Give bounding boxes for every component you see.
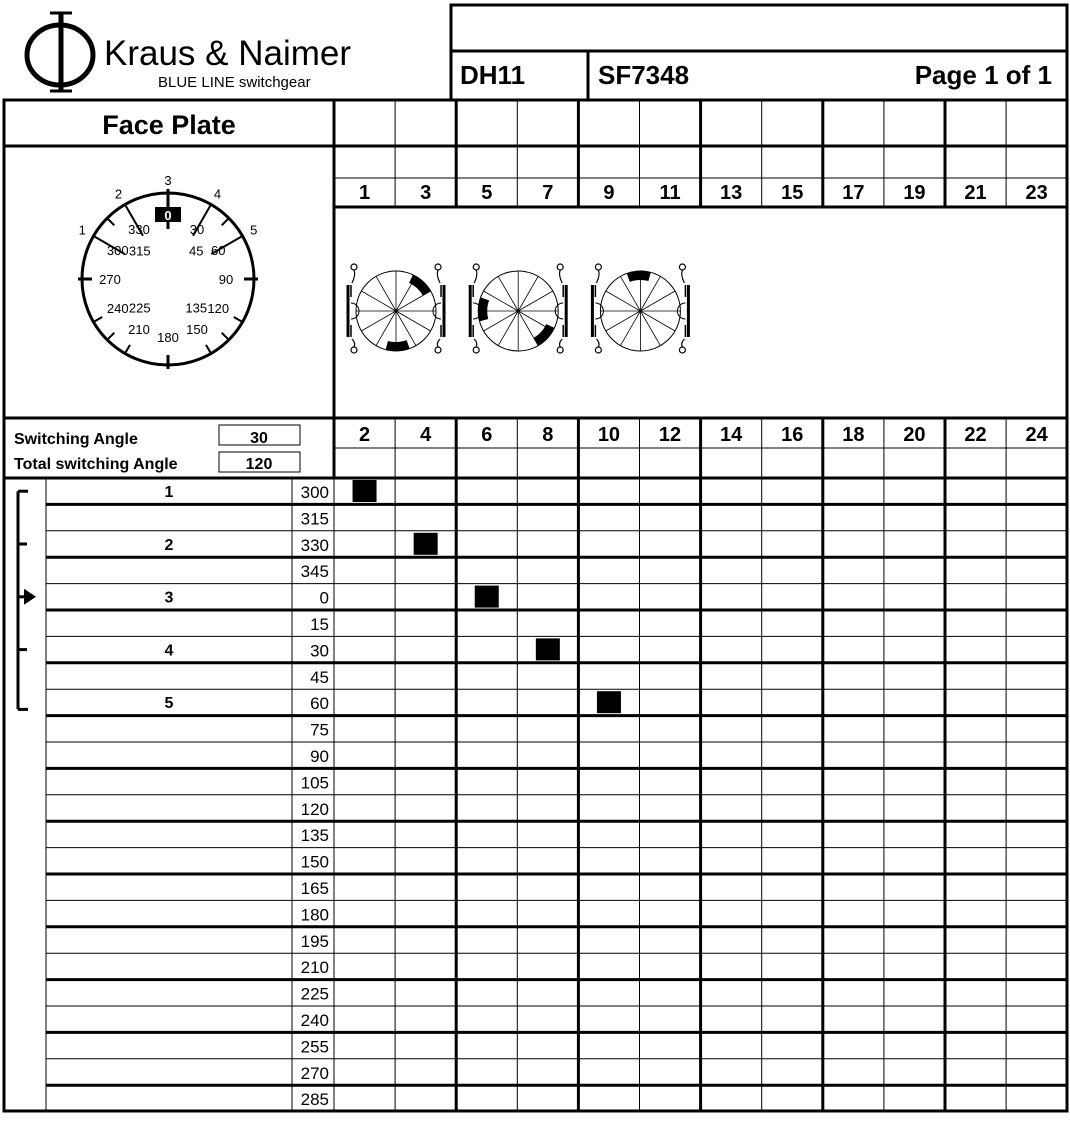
cam-spoke [606, 311, 641, 331]
terminal-lead [352, 339, 355, 347]
total-switching-angle-label: Total switching Angle [14, 456, 178, 473]
table-angle-label: 105 [300, 773, 329, 793]
cam-spoke [640, 276, 660, 311]
table-angle-label: 150 [300, 852, 329, 872]
dial-angle-label: 180 [157, 330, 179, 345]
table-angle-label: 345 [300, 562, 329, 582]
dial-angle-label: 45 [189, 243, 204, 259]
terminal-lead [437, 270, 440, 283]
home-position-arrow-icon [24, 589, 36, 605]
dial-position-label: 5 [250, 222, 258, 238]
face-plate-title: Face Plate [102, 110, 236, 140]
terminal-point [679, 264, 685, 270]
cam-spoke [640, 291, 675, 311]
terminal-point [435, 264, 441, 270]
table-position-label: 2 [164, 536, 174, 554]
terminal-lead [682, 270, 685, 283]
cam-spoke [518, 276, 538, 311]
table-angle-label: 75 [310, 720, 329, 740]
cam-lobe [627, 271, 651, 282]
dial-angle-label: 210 [128, 322, 150, 338]
table-angle-label: 315 [300, 509, 329, 529]
cam-spoke [361, 291, 396, 311]
page-indicator: Page 1 of 1 [914, 60, 1052, 90]
dial-angle-label: 270 [99, 272, 121, 287]
terminal-point [351, 264, 357, 270]
dial-angle-label: 30 [189, 221, 205, 237]
dial-position-label: 4 [213, 186, 222, 202]
cam-lobe [409, 275, 431, 296]
table-angle-label: 135 [300, 826, 329, 846]
terminal-number-bottom: 10 [597, 424, 621, 446]
closed-contact-marker [353, 480, 377, 502]
cam-spoke [620, 311, 640, 346]
dial-angle-label: 150 [186, 322, 208, 338]
table-angle-label: 195 [300, 931, 329, 951]
terminal-number-top: 15 [781, 182, 804, 204]
stop-bracket [18, 491, 36, 709]
terminal-lead [682, 339, 685, 347]
brand-logo [27, 12, 351, 92]
dial-position-label: 1 [78, 222, 86, 238]
terminal-number-bottom: 14 [720, 424, 743, 446]
terminal-number-top: 1 [358, 182, 371, 204]
terminal-number-top: 19 [903, 182, 926, 204]
dial-angle-label: 240 [106, 301, 129, 316]
contact-diagrams [348, 264, 688, 353]
terminal-number-top: 11 [659, 182, 681, 204]
dial-tick [234, 317, 243, 322]
terminal-number-top: 17 [842, 182, 865, 204]
face-plate-dial [78, 173, 258, 369]
dial-tick [222, 218, 229, 225]
contact-diagram [470, 264, 566, 353]
terminal-number-top: 9 [603, 182, 615, 204]
terminal-point [557, 347, 563, 353]
brand-name: Kraus & Naimer [104, 34, 352, 73]
table-angle-label: 210 [300, 958, 329, 978]
terminal-number-bottom: 20 [903, 424, 926, 446]
contact-diagram [592, 264, 688, 353]
table-angle-label: 30 [310, 641, 329, 661]
contact-diagram [348, 264, 444, 353]
table-position-label: 5 [164, 695, 174, 713]
table-angle-label: 60 [310, 694, 329, 714]
table-angle-label: 330 [300, 535, 329, 555]
table-angle-label: 15 [310, 615, 329, 634]
closed-contact-marker [536, 638, 560, 660]
terminal-number-bottom: 24 [1025, 424, 1048, 446]
table-angle-label: 285 [300, 1090, 329, 1110]
terminal-number-bottom: 8 [542, 424, 554, 446]
closed-contact-marker [475, 586, 499, 608]
cam-lobe [478, 297, 489, 321]
terminal-numbers [359, 182, 1049, 446]
table-angle-label: 300 [300, 483, 329, 502]
cam-spoke [640, 311, 675, 331]
table-angle-label: 165 [300, 879, 329, 898]
terminal-number-bottom: 22 [964, 424, 987, 446]
terminal-point [595, 347, 601, 353]
terminal-number-top: 5 [481, 182, 493, 204]
terminal-number-bottom: 6 [481, 424, 493, 446]
terminal-point [679, 347, 685, 353]
terminal-lead [596, 339, 599, 347]
terminal-number-bottom: 16 [781, 424, 804, 446]
model-number: DH11 [460, 60, 526, 90]
terminal-point [595, 264, 601, 270]
cam-spoke [498, 276, 518, 311]
dial-angle-label: 60 [210, 243, 226, 258]
closed-contact-marker [414, 533, 438, 555]
terminal-number-bottom: 2 [358, 424, 371, 446]
cam-spoke [376, 311, 396, 346]
terminal-lead [560, 270, 563, 283]
terminal-lead [474, 270, 477, 283]
cam-spoke [606, 291, 641, 311]
total-switching-angle-value: 120 [245, 456, 273, 473]
dial-angle-label: 0 [164, 208, 172, 223]
terminal-lead [437, 339, 440, 347]
dial-tick [94, 317, 103, 322]
table-position-label: 3 [164, 589, 174, 607]
terminal-point [473, 264, 479, 270]
table-angle-label: 45 [310, 667, 329, 687]
table-angle-label: 120 [300, 799, 329, 819]
table-position-label: 1 [164, 484, 174, 501]
terminal-point [435, 347, 441, 353]
dial-position-label: 3 [164, 173, 172, 188]
drawing-number: SF7348 [598, 60, 690, 90]
cam-spoke [361, 311, 396, 331]
switching-angle-label: Switching Angle [14, 431, 138, 448]
cam-spoke [396, 311, 431, 331]
terminal-point [473, 347, 479, 353]
terminal-point [557, 264, 563, 270]
phi-logo-icon [27, 12, 93, 92]
terminal-number-top: 23 [1025, 182, 1048, 204]
dial-angle-label: 120 [207, 301, 230, 316]
table-angle-label: 180 [300, 905, 329, 925]
dial-tick [222, 333, 229, 340]
table-angle-label: 255 [300, 1037, 329, 1057]
cam-spoke [640, 311, 660, 346]
dial-angle-label: 225 [128, 300, 151, 316]
dial-tick [125, 345, 130, 354]
terminal-lead [352, 270, 355, 283]
terminal-number-bottom: 12 [658, 424, 682, 446]
dial-angle-label: 135 [185, 300, 208, 316]
cam-spoke [376, 276, 396, 311]
cam-spoke [518, 291, 553, 311]
closed-contact-marker [597, 691, 621, 713]
table-angle-label: 225 [300, 984, 329, 1004]
switching-table [46, 478, 1067, 1112]
dial-tick [107, 333, 114, 340]
terminal-number-bottom: 4 [420, 424, 432, 446]
dial-angle-label: 90 [218, 272, 234, 287]
table-angle-label: 240 [300, 1011, 329, 1030]
terminal-number-top: 7 [542, 182, 554, 204]
terminal-lead [596, 270, 599, 283]
terminal-lead [474, 339, 477, 347]
cam-lobe [534, 324, 555, 346]
dial-position-label: 2 [114, 186, 123, 202]
table-position-label: 4 [164, 642, 174, 660]
terminal-number-bottom: 18 [842, 424, 865, 446]
cam-spoke [498, 311, 518, 346]
switching-angle-value: 30 [250, 430, 268, 447]
dial-angle-label: 300 [106, 243, 129, 258]
table-angle-label: 270 [300, 1063, 329, 1083]
terminal-grid [334, 100, 1006, 1112]
dial-tick [107, 218, 114, 225]
terminal-point [351, 347, 357, 353]
cam-spoke [484, 311, 519, 331]
dial-tick [206, 345, 211, 354]
terminal-number-top: 13 [720, 182, 743, 204]
terminal-lead [560, 339, 563, 347]
terminal-number-top: 21 [964, 182, 987, 204]
dial-angle-label: 315 [128, 243, 151, 259]
table-angle-label: 90 [310, 747, 329, 766]
terminal-number-top: 3 [420, 182, 432, 204]
cam-lobe [386, 340, 410, 351]
table-angle-label: 0 [319, 588, 329, 608]
brand-tagline: BLUE LINE switchgear [158, 74, 311, 91]
dial-angle-label: 330 [128, 221, 150, 237]
